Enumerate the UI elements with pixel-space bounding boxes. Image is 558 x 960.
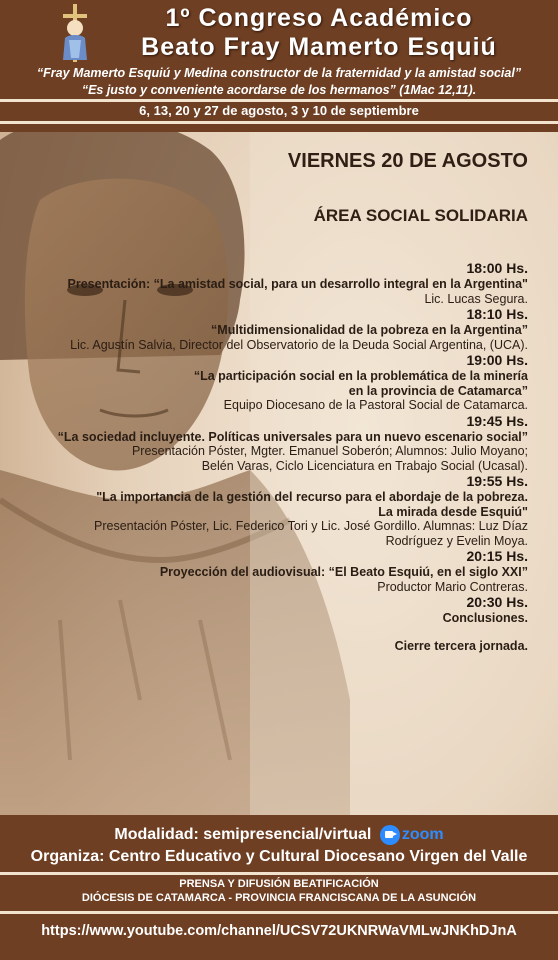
header-divider-bottom (0, 121, 558, 124)
program-time: 20:30 Hs. (466, 594, 528, 610)
zoom-camera-icon (380, 825, 400, 845)
program-title: Presentación: “La amistad social, para un desarrollo integral en la Argentina" (67, 277, 528, 291)
zoom-logo (380, 825, 444, 845)
program-speaker: Productor Mario Contreras. (377, 579, 528, 594)
modality-text: Modalidad: semipresencial/virtual (114, 826, 372, 844)
program-title: Cierre tercera jornada. (394, 638, 528, 653)
program-time: 20:15 Hs. (466, 548, 528, 564)
program-title: Conclusiones. (442, 611, 528, 625)
program-speaker: Presentación Póster, Lic. Federico Tori y Lic. José Gordillo. Alumnas: Luz Díaz Rodríguez y Evelin Moya. (94, 519, 528, 548)
footer-divider-bottom (0, 911, 558, 914)
program-item (20, 639, 528, 654)
congress-title-line1: 1º Congreso Académico (165, 4, 473, 32)
program-title: “La sociedad incluyente. Políticas universales para un nuevo escenario social” (57, 429, 528, 444)
program-item (20, 473, 528, 548)
modality-line (0, 825, 558, 845)
program-time: 19:45 Hs. (466, 412, 528, 429)
program-item (20, 352, 528, 413)
program-title: Proyección del audiovisual: “El Beato Esquiú, en el siglo XXI” (159, 565, 528, 579)
congress-title-line2: Beato Fray Mamerto Esquiú (141, 33, 497, 61)
program-speaker: Presentación Póster, Mgter. Emanuel Soberón; Alumnos: Julio Moyano; Belén Varas, Ciclo Licenciatura en Trabajo Social (Ucasal). (131, 444, 528, 473)
program-time: 19:55 Hs. (466, 473, 528, 489)
day-heading: VIERNES 20 DE AGOSTO (287, 150, 528, 172)
footer-banner (0, 815, 558, 960)
program-list (20, 260, 528, 653)
program-title: “La participación social en la problemática de la minería en la provincia de Catamarca” (193, 369, 528, 398)
zoom-label: zoom (401, 826, 444, 843)
program-time: 18:00 Hs. (466, 260, 528, 276)
program-item (20, 413, 528, 474)
program-speaker: Lic. Lucas Segura. (424, 291, 528, 306)
organizer-line: Organiza: Centro Educativo y Cultural Diocesano Virgen del Valle (30, 848, 528, 865)
program-item (20, 594, 528, 626)
program-time: 19:00 Hs. (466, 352, 528, 368)
program-speaker: Equipo Diocesano de la Pastoral Social de Catamarca. (223, 398, 528, 412)
area-heading: ÁREA SOCIAL SOLIDARIA (313, 206, 528, 225)
program-time: 18:10 Hs. (466, 306, 528, 322)
header-divider-top (0, 99, 558, 102)
youtube-channel-link[interactable]: https://www.youtube.com/channel/UCSV72UKNRWaVMLwJNKhDJnA (41, 923, 517, 939)
header-banner (0, 0, 558, 132)
bible-quote: “Es justo y conveniente acordarse de los hermanos” (1Mac 12,11). (81, 83, 477, 97)
press-line2: DIÓCESIS DE CATAMARCA - PROVINCIA FRANCISCANA DE LA ASUNCIÓN (81, 892, 477, 904)
program-title: “Multidimensionalidad de la pobreza en la Argentina” (211, 323, 528, 337)
congress-dates: 6, 13, 20 y 27 de agosto, 3 y 10 de septiembre (139, 103, 419, 118)
beato-logo-icon (55, 4, 95, 62)
footer-divider-top (0, 872, 558, 875)
program-speaker: Lic. Agustín Salvia, Director del Observatorio de la Deuda Social Argentina, (UCA). (70, 337, 528, 352)
program-item (20, 548, 528, 594)
theme-quote: “Fray Mamerto Esquiú y Medina constructor de la fraternidad y la amistad social” (36, 66, 522, 80)
program-title: "La importancia de la gestión del recurso para el abordaje de la pobreza. La mirada desde Esquiú" (96, 490, 528, 519)
program-item (20, 306, 528, 352)
press-line1: PRENSA Y DIFUSIÓN BEATIFICACIÓN (179, 878, 379, 890)
program-item (20, 260, 528, 306)
